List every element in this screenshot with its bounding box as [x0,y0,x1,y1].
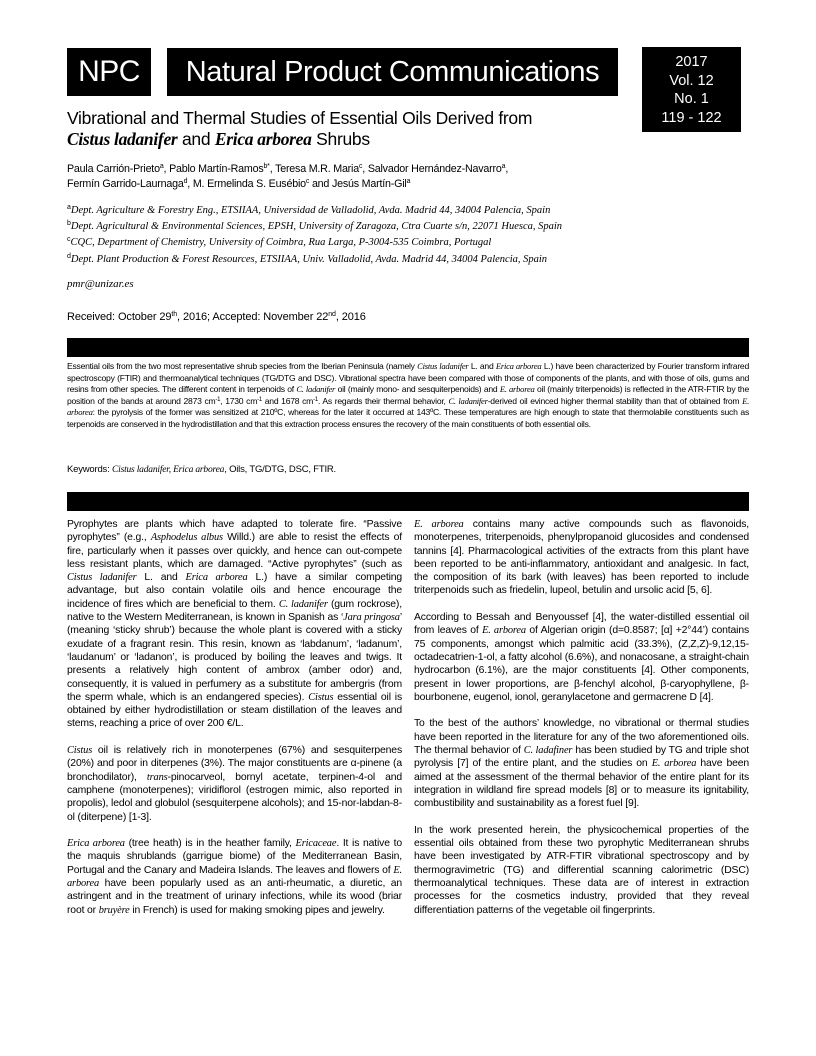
text-run: has been studied by TG and triple shot pyrolysis [7] of the entire plant, and the studies on [414,745,749,770]
affiliation-label: a [67,204,71,211]
text-run: -derived oil evinced higher thermal stability than that of obtained from [487,395,743,406]
affiliation-item [67,252,647,268]
keywords-rest: , Oils, TG/DTG, DSC, FTIR. [224,464,336,475]
text-run: L. and [136,572,186,584]
text-run: According to Bessah and Benyoussef [4], the water-distilled essential oil from leaves of [414,612,749,637]
body-paragraph [414,611,749,704]
superscript: -1 [313,396,318,403]
text-run: . It is native to the maquis shrublands (garrigue biome) of the Mediterranean Basin, Portugal and the Canary and Madeira Islands. The leaves and flowers of [67,838,402,876]
body-paragraph [414,717,749,810]
author-affiliation-mark: b* [263,163,270,170]
species-name: Erica arborea [185,572,248,584]
text-run: contains many active compounds such as flavonoids, monoterpenes, triterpenoids, phenylpropanoid glucosides and condensed tannins [4]. Pharmacological activities of the extracts from this plant have been reported to be anti-inflammatory, antioxidant and analgesic. In fact, the composition of its bark (with leaves) has been reported to include triterpenoids such as friedelin, lupeol, betulin and ursolic acid [5, 6]. [414,519,749,597]
body-paragraph [67,518,402,731]
ordinal-suffix: th [171,311,178,318]
body-column-left [67,518,402,930]
species-name: Erica arborea [67,838,125,850]
species-name: E. arborea [482,625,526,637]
text-run: -pinocarveol, bornyl acetate, terpinen-4-ol and camphene (monoterpenes); viridiflorol (estrogen mimic, also reported in propolis), ledol and globulol (sesquiterpene alcohols); and 15-nor-labdan-8-ol (diterpene) [1-3]. [67,771,402,823]
accepted-date: , 2016; Accepted: November 22 [177,311,329,323]
text-run: L. and [468,361,496,371]
author-name: Fermín Garrido-Laurnaga [67,177,184,190]
text-run: : the pyrolysis of the former was sensitized at 210ºC, whereas for the later it occurred at 143ºC. These temperatures are high enough to state that thermolabile constituents such as terpenoids are conserved in the hydrodistillation and that this extraction process ensures the recovery of the main constituents of both essential oils. [67,407,749,429]
species-name: Asphodelus albus [150,532,223,544]
affiliation-label: d [67,252,71,260]
species-name: E. arborea [414,519,464,530]
author-affiliation-mark: a [501,163,506,170]
title-line-1: Vibrational and Thermal Studies of Essential Oils Derived from [67,108,533,128]
body-column-right [414,518,749,930]
text-run: (gum rockrose), native to the Western Mediterranean, is known in Spanish as ‘ [67,598,402,624]
text-run: and 1678 cm [261,395,314,406]
affiliation-text: CQC, Department of Chemistry, University of Coimbra, Rua Larga, P-3004-535 Coimbra, Portugal [70,237,492,249]
text-run: essential oil is obtained by either hydrodistillation or steam distillation of the leaves and stems, reaching a price of over 200 €/L. [67,691,402,730]
text-run: , 1730 cm [220,395,258,406]
species-name: E. arborea [67,864,402,890]
superscript: -1 [257,396,262,403]
species-name: E. arborea [67,395,749,418]
author-name: Paula Carrión-Prieto [67,163,160,175]
text-run: have been aimed at the assessment of the thermal behavior of the entire plant for its integration in wildland fire spread models [8] or to measure its ignitability, combustibility and sustainability as a forest fuel [9]. [414,758,750,810]
species-name: Cistus [67,745,93,757]
species-name: C. ladafiner [523,745,573,757]
volume-number: Vol. 12 [669,72,714,89]
species-name: Erica arborea [495,361,542,371]
affiliation-text: Dept. Plant Production & Forest Resources, ETSIIAA, Univ. Valladolid, Avda. Madrid 44, 34004 Palencia, Spain [70,253,548,265]
species-name: E. arborea [651,758,697,770]
author-list: Paula Carrión-Prieto$^a$, Pablo Martín-Ramos$^{b*}$, Teresa M.R. Maria$^c$, Salvador Hernández-Navarro$^a$, Fermín Garrido-Laurnaga$^d$, M. Ermelinda S. Eusébio$^c$ and Jesús Martín-Gil$^a$ [67,163,509,190]
text-run: Essential oils from the two most representative shrub species from the Iberian Peninsula (namely [67,361,418,371]
author-name: M. Ermelinda S. Eusébio [192,177,306,190]
keywords-line [67,464,336,475]
author-name: Teresa M.R. Maria [275,163,359,175]
title-species-2: Erica arborea [214,129,312,149]
foreign-word: bruyère [98,904,130,916]
body-paragraph [414,518,749,598]
volume-info-box [642,47,741,132]
family-name: Ericaceae [295,838,337,850]
text-run: oil (mainly mono- and sesquiterpenoids) and [335,384,500,395]
issue-number: No. 1 [674,91,709,107]
body-paragraph [414,824,749,917]
species-name: C. ladanifer [448,395,488,406]
text-run: oil is relatively rich in monoterpenes (67%) and sesquiterpenes (20%) and poor in diterpenes (3%). The major constituents are α-pinene (a bronchodilator), [67,745,402,783]
keywords-label: Keywords: [67,464,112,475]
text-run: . As regards their thermal behavior, [317,395,449,406]
body-paragraph [67,837,402,917]
species-name: Cistus ladanifer [417,361,469,371]
corresponding-email[interactable]: pmr@unizar.es [67,278,134,290]
species-name: Jara pringosa [343,612,400,624]
text-run: Willd.) are able to resist the effects of fire, particularly when it passes over quickly, and hence can out-compete less resistant plants, which are damaged. “Active pyrophytes” (such as [67,532,402,570]
text-run: (tree heath) is in the heather family, [124,838,296,850]
author-affiliation-mark: a [406,177,411,185]
text-run: ’ (meaning ‘sticky shrub’) because the whole plant is covered with a sticky exudate of a fragrant resin. This resin, known as ‘labdanum’, ‘ladanum’, ‘laudanum’ or ‘ladanon’, is produced by boiling the leaves and twigs. It presents a relatively high content of ambrox (amber odor) and, consequently, it is valued in perfumery as a substitute for ambergris (from the sperm whale, which is an endangered species). [67,612,402,703]
received-date: Received: October 29 [67,311,172,323]
title-suffix: Shrubs [311,129,370,149]
author-name: Pablo Martín-Ramos [169,163,264,175]
affiliation-label: c [67,236,71,244]
author-affiliation-mark: d [183,177,188,185]
species-name: Cistus [308,691,334,703]
italic-prefix: trans [146,771,168,783]
species-name: E. arborea [499,384,535,395]
affiliation-text: Dept. Agricultural & Environmental Sciences, EPSH, University of Zaragoza, Ctra Cuarte s/n, 22071 Huesca, Spain [70,221,563,233]
affiliation-item [67,219,647,235]
accepted-year: , 2016 [335,311,366,323]
text-run: L.) have been characterized by Fourier transform infrared spectroscopy (FTIR) and thermoanalytical techniques (TG/DTG and DSC). Vibrational spectra have been compared with those of components of the plants, and with those of oils, gums and resins from other species. The different content in terpenoids of [67,361,749,395]
section-divider-bar [67,492,749,511]
author-affiliation-mark: c [305,177,310,185]
text-run: Pyrophytes are plants which have adapted to tolerate fire. “Passive pyrophytes” (e.g., [67,519,402,544]
title-species-1: Cistus ladanifer [67,129,178,149]
body-paragraph [67,744,402,824]
text-run: oil (mainly triterpenoids) is reflected in the ATR-FTIR by the position of the bands at around 2873 cm [67,384,749,406]
text-run: have been popularly used as an anti-rheumatic, a diuretic, an astringent and in the treatment of urinary infections, while its wood (briar root or [67,878,402,916]
text-run: in French) is used for making smoking pipes and jewelry. [129,904,385,916]
text-run: To the best of the authors’ knowledge, no vibrational or thermal studies have been reported in the literature for any of the two aforementioned oils. The thermal behavior of [414,718,749,757]
journal-name-banner: Natural Product Communications [167,48,618,96]
article-title [67,108,627,150]
author-affiliation-mark: c [358,163,363,170]
species-name: C. ladanifer [296,384,336,395]
page-range: 119 - 122 [661,109,722,126]
ordinal-suffix: nd [328,311,336,318]
affiliation-label: b [67,220,71,228]
affiliation-item [67,235,647,251]
author-name: Jesús Martín-Gil [331,177,407,190]
text-run: L.) have a similar competing advantage, but also contain volatile oils and hence encourage the incidence of fires which are beneficial to them. [67,572,402,610]
keywords-species: Cistus ladanifer, Erica arborea [112,465,225,475]
section-divider-bar [67,338,749,357]
affiliation-text: Dept. Agriculture & Forestry Eng., ETSIIAA, Universidad de Valladolid, Avda. Madrid 44, 34004 Palencia, Spain [70,205,551,216]
title-connector: and [177,129,215,149]
author-affiliation-mark: a [159,163,164,170]
affiliation-list [67,203,647,268]
author-name: Salvador Hernández-Navarro [367,163,502,175]
abstract-text [67,361,749,431]
received-accepted-dates [67,311,366,323]
title-line-2 [67,129,627,150]
text-run: In the work presented herein, the physicochemical properties of the essential oils obtained from these two pyrophytic Mediterranean shrubs have been investigated by ATR-FTIR vibrational spectroscopy and by thermogravimetric (TG) and differential scanning calorimetric (DSC) thermoanalytical techniques. These data are of interest in extraction processes for the cosmetics industry, provided that they reveal differentiation patterns of the vegetable oil fingerprints. [414,824,749,916]
journal-abbreviation-logo: NPC [67,48,151,96]
species-name: C. ladanifer [278,598,328,610]
species-name: Cistus ladanifer [67,572,137,584]
affiliation-item [67,203,647,219]
text-run: of Algerian origin (d=0.8587; [α] +2°44’) contains 75 components, amongst which palmitic acid (33.3%), (Z,Z,Z)-9,12,15-octadecatrien-1-ol, a fatty alcohol (6.6%), and nonacosane, a straight-chain hydrocarbon (6.1%), are the major constituents [4]. Other components, present in lower proportions, are β-fenchyl alcohol, β-caryophyllene, β-bourbonene, eugenol, ionol, geranylacetone and germacrene D [4]. [414,625,749,703]
publication-year: 2017 [675,54,708,70]
superscript: -1 [215,396,221,403]
